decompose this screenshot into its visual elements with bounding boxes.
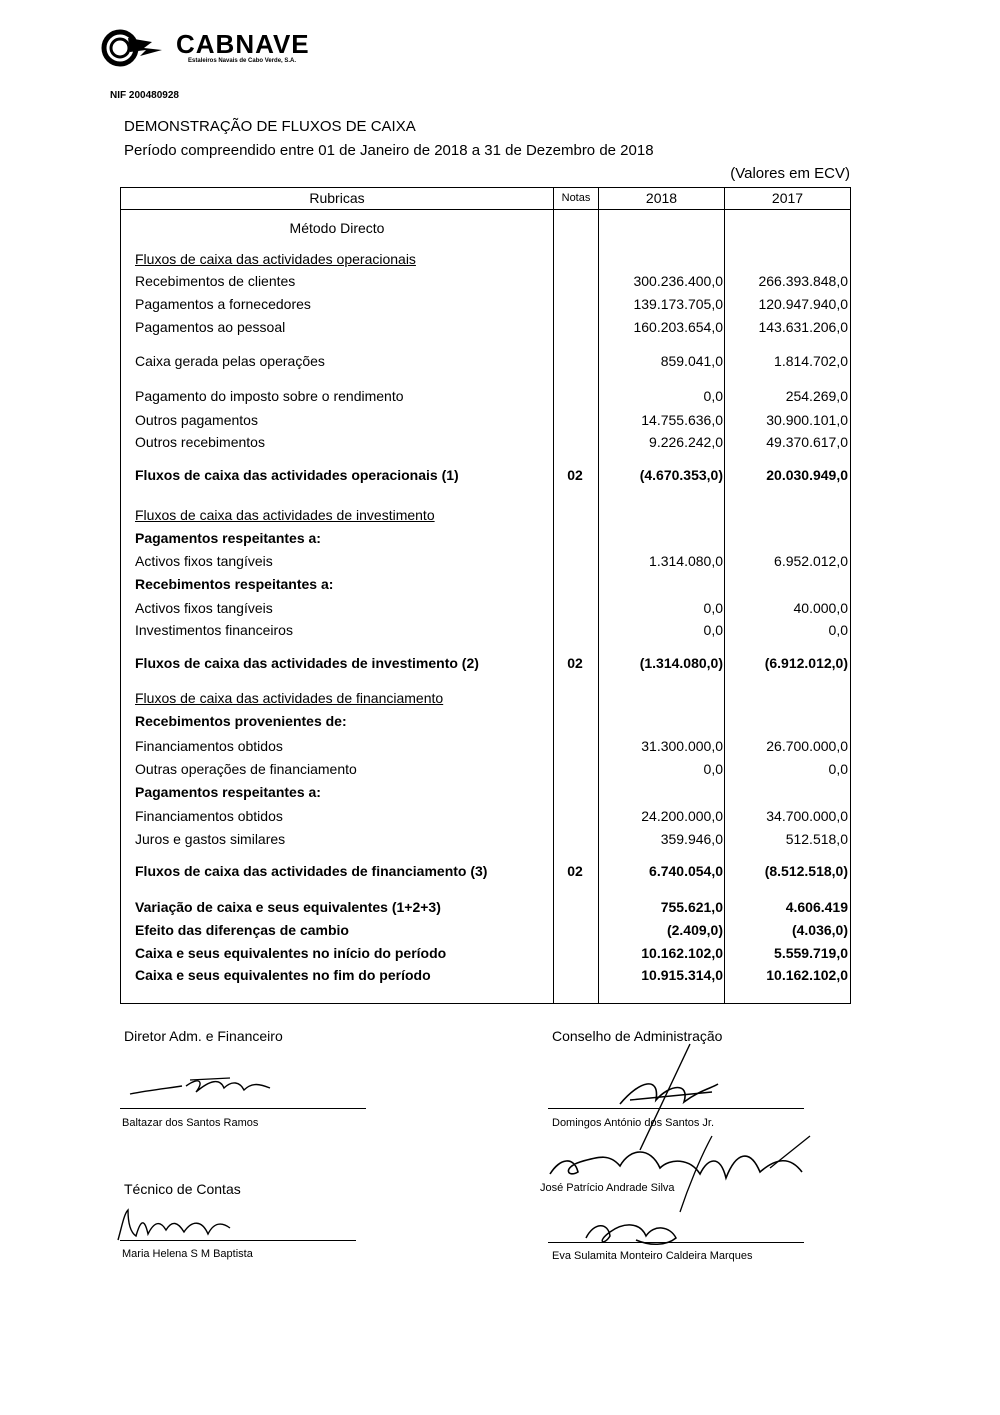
table-row — [121, 944, 852, 964]
table-row — [121, 862, 852, 882]
table-row — [121, 295, 852, 315]
row-value-2018: 6.740.054,0 — [649, 863, 723, 879]
row-value-2018: 139.173.705,0 — [633, 296, 723, 312]
row-label: Método Directo — [289, 220, 385, 236]
row-value-2017: (6.912.012,0) — [764, 655, 848, 671]
row-label: Outros pagamentos — [135, 412, 258, 428]
table-row — [121, 760, 852, 780]
row-label: Juros e gastos similares — [135, 831, 286, 847]
cash-flow-table — [120, 187, 851, 1004]
table-row — [121, 599, 852, 619]
row-value-2018: 0,0 — [703, 388, 723, 404]
row-label: Recebimentos respeitantes a: — [135, 576, 334, 592]
row-label: Fluxos de caixa das actividades de investimento — [135, 507, 435, 523]
cabnave-logo-icon — [100, 28, 170, 68]
row-value-2017: 4.606.419 — [785, 899, 848, 915]
row-value-2017: 30.900.101,0 — [766, 412, 848, 428]
row-label: Pagamentos respeitantes a: — [135, 784, 321, 800]
row-label: Fluxos de caixa das actividades de investimento (2) — [135, 655, 479, 671]
company-subtitle: Estaleiros Navais de Cabo Verde, S.A. — [188, 58, 297, 64]
document-period: Período compreendido entre 01 de Janeiro de 2018 a 31 de Dezembro de 2018 — [124, 142, 654, 159]
row-value-2017: 0,0 — [828, 622, 848, 638]
row-value-2017: 34.700.000,0 — [766, 808, 848, 824]
row-label: Efeito das diferenças de cambio — [135, 922, 349, 938]
row-value-2017: 512.518,0 — [785, 831, 848, 847]
row-label: Caixa e seus equivalentes no início do período — [135, 945, 447, 961]
company-logo — [100, 28, 310, 68]
row-value-2018: 10.915.314,0 — [641, 967, 723, 983]
row-label: Caixa e seus equivalentes no fim do período — [135, 967, 431, 983]
row-value-2018: (1.314.080,0) — [639, 655, 723, 671]
table-row — [121, 272, 852, 292]
row-label: Fluxos de caixa das actividades operacionais (1) — [135, 467, 459, 483]
row-value-2018: (4.670.353,0) — [639, 467, 723, 483]
table-row — [121, 966, 852, 986]
table-row — [121, 352, 852, 372]
board-member-3: Eva Sulamita Monteiro Caldeira Marques — [552, 1250, 753, 1262]
table-row — [121, 506, 852, 526]
table-row — [121, 552, 852, 572]
row-value-2018: 160.203.654,0 — [633, 319, 723, 335]
accountant-signature-line — [120, 1240, 356, 1241]
accountant-title: Técnico de Contas — [124, 1181, 241, 1197]
header-rubricas: Rubricas — [309, 190, 365, 206]
table-row — [121, 318, 852, 338]
row-label: Outras operações de financiamento — [135, 761, 357, 777]
table-row — [121, 654, 852, 674]
row-value-2017: 6.952.012,0 — [774, 553, 848, 569]
row-value-2017: 120.947.940,0 — [758, 296, 848, 312]
director-name: Baltazar dos Santos Ramos — [122, 1117, 259, 1129]
row-label: Financiamentos obtidos — [135, 808, 283, 824]
table-row — [121, 529, 852, 549]
board-signature-2-icon — [540, 1128, 820, 1218]
accountant-name: Maria Helena S M Baptista — [122, 1248, 253, 1260]
row-value-2018: 31.300.000,0 — [641, 738, 723, 754]
row-value-2017: 1.814.702,0 — [774, 353, 848, 369]
row-value-2018: 859.041,0 — [660, 353, 723, 369]
row-value-2017: 20.030.949,0 — [766, 467, 848, 483]
document-title: DEMONSTRAÇÃO DE FLUXOS DE CAIXA — [124, 118, 416, 135]
row-label: Outros recebimentos — [135, 434, 265, 450]
table-row — [121, 689, 852, 709]
table-row — [121, 898, 852, 918]
table-row — [121, 387, 852, 407]
row-label: Pagamentos a fornecedores — [135, 296, 311, 312]
table-row — [121, 219, 852, 239]
row-value-2017: 143.631.206,0 — [758, 319, 848, 335]
table-row — [121, 807, 852, 827]
table-row — [121, 783, 852, 803]
table-row — [121, 621, 852, 641]
row-value-2017: 49.370.617,0 — [766, 434, 848, 450]
table-row — [121, 830, 852, 850]
table-row — [121, 921, 852, 941]
row-value-2017: 5.559.719,0 — [774, 945, 848, 961]
table-row — [121, 411, 852, 431]
row-label: Financiamentos obtidos — [135, 738, 283, 754]
row-label: Activos fixos tangíveis — [135, 553, 273, 569]
row-value-2017: 0,0 — [828, 761, 848, 777]
row-label: Recebimentos provenientes de: — [135, 713, 347, 729]
row-label: Pagamentos ao pessoal — [135, 319, 286, 335]
row-nota: 02 — [567, 467, 583, 483]
row-label: Activos fixos tangíveis — [135, 600, 273, 616]
table-row — [121, 712, 852, 732]
table-row — [121, 575, 852, 595]
row-label: Fluxos de caixa das actividades operacionais — [135, 251, 416, 267]
header-notas: Notas — [561, 192, 591, 204]
row-value-2018: 755.621,0 — [660, 899, 723, 915]
row-value-2018: 0,0 — [703, 761, 723, 777]
row-value-2017: 10.162.102,0 — [766, 967, 848, 983]
board-member-2: José Patrício Andrade Silva — [540, 1182, 675, 1194]
board-signature-line-1 — [548, 1108, 804, 1109]
row-value-2017: 26.700.000,0 — [766, 738, 848, 754]
row-label: Pagamentos respeitantes a: — [135, 530, 321, 546]
document-units: (Valores em ECV) — [730, 165, 850, 182]
director-title: Diretor Adm. e Financeiro — [124, 1028, 283, 1044]
row-value-2017: 266.393.848,0 — [758, 273, 848, 289]
row-value-2017: (4.036,0) — [791, 922, 848, 938]
row-nota: 02 — [567, 863, 583, 879]
row-value-2017: 40.000,0 — [793, 600, 848, 616]
row-label: Investimentos financeiros — [135, 622, 293, 638]
director-signature-icon — [120, 1066, 300, 1106]
row-value-2018: 9.226.242,0 — [649, 434, 723, 450]
row-label: Variação de caixa e seus equivalentes (1+2+3) — [135, 899, 441, 915]
board-member-1: Domingos António dos Santos Jr. — [552, 1117, 715, 1129]
header-2018: 2018 — [645, 190, 678, 206]
row-label: Fluxos de caixa das actividades de financiamento (3) — [135, 863, 488, 879]
table-row — [121, 737, 852, 757]
row-value-2018: 0,0 — [703, 600, 723, 616]
board-signature-line-3 — [548, 1242, 804, 1243]
row-nota: 02 — [567, 655, 583, 671]
table-row — [121, 250, 852, 270]
row-label: Caixa gerada pelas operações — [135, 353, 325, 369]
row-value-2018: 1.314.080,0 — [649, 553, 723, 569]
row-value-2017: 254.269,0 — [785, 388, 848, 404]
table-row — [121, 433, 852, 453]
row-value-2017: (8.512.518,0) — [764, 863, 848, 879]
row-value-2018: 359.946,0 — [660, 831, 723, 847]
row-label: Fluxos de caixa das actividades de financiamento — [135, 690, 444, 706]
row-value-2018: (2.409,0) — [666, 922, 723, 938]
table-row — [121, 466, 852, 486]
company-name: CABNAVE — [176, 29, 310, 59]
row-value-2018: 24.200.000,0 — [641, 808, 723, 824]
row-value-2018: 0,0 — [703, 622, 723, 638]
table-header-divider — [121, 209, 850, 210]
row-label: Recebimentos de clientes — [135, 273, 296, 289]
row-label: Pagamento do imposto sobre o rendimento — [135, 388, 404, 404]
row-value-2018: 10.162.102,0 — [641, 945, 723, 961]
header-2017: 2017 — [771, 190, 804, 206]
row-value-2018: 14.755.636,0 — [641, 412, 723, 428]
row-value-2018: 300.236.400,0 — [633, 273, 723, 289]
company-nif: NIF 200480928 — [110, 90, 179, 101]
director-signature-line — [120, 1108, 366, 1109]
board-title: Conselho de Administração — [552, 1028, 723, 1044]
